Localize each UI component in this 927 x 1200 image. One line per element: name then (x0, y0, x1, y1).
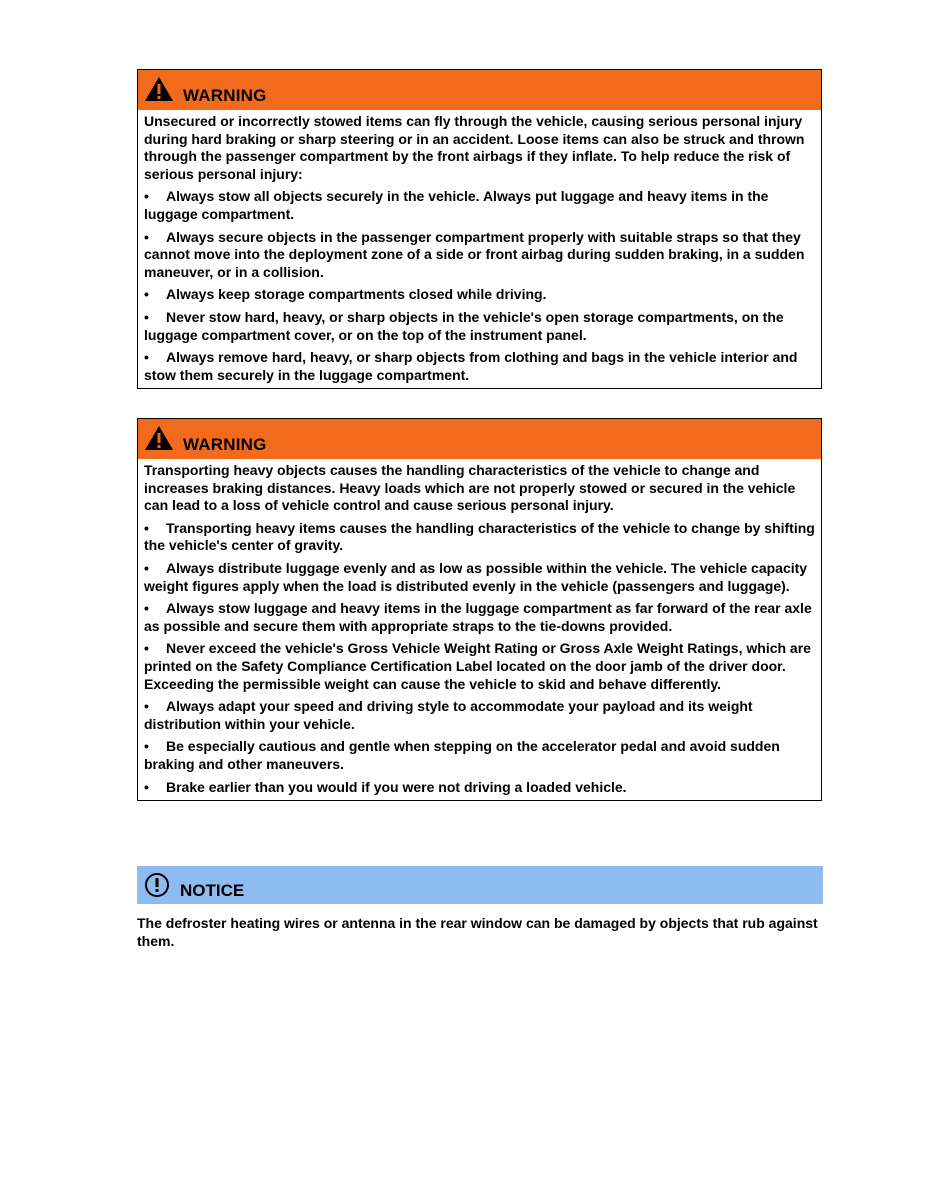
list-item: • Always remove hard, heavy, or sharp objects from clothing and bags in the vehicle interior and stow them securely in the luggage compartment. (144, 349, 798, 383)
list-item: • Brake earlier than you would if you were not driving a loaded vehicle. (144, 778, 627, 795)
list-item: • Always secure objects in the passenger compartment properly with suitable straps so that they cannot move into the deployment zone of a side or front airbag during sudden braking, in a sudden maneuver, or in a collision. (144, 228, 805, 280)
notice-title: NOTICE (180, 881, 245, 900)
warning-header (138, 70, 821, 110)
warning-box-heavy-objects (137, 418, 822, 801)
notice-exclamation-icon (144, 872, 170, 898)
warning-intro: Transporting heavy objects causes the handling characteristics of the vehicle to change and increases braking distances. Heavy loads which are not properly stowed or secured in the vehicle can lead to a loss of vehicle control and cause serious personal injury. (144, 462, 796, 514)
warning-title: WARNING (183, 435, 267, 454)
warning-triangle-icon (144, 425, 174, 451)
bullet-icon: • (144, 519, 149, 536)
list-item: • Never stow hard, heavy, or sharp objects in the vehicle's open storage compartments, on the luggage compartment cover, or on the top of the instrument panel. (144, 308, 784, 343)
bullet-icon: • (144, 778, 149, 795)
list-item: • Never exceed the vehicle's Gross Vehicle Weight Rating or Gross Axle Weight Ratings, which are printed on the Safety Compliance Certification Label located on the door jamb of the driver door. Exceeding the permissible weight can cause the vehicle to skid and behave differently. (144, 640, 811, 692)
warning-list (144, 520, 816, 796)
list-item: • Always stow luggage and heavy items in the luggage compartment as far forward of the rear axle as possible and secure them with appropriate straps to the tie-downs provided. (144, 600, 812, 634)
bullet-icon: • (144, 228, 149, 245)
bullet-icon: • (144, 698, 149, 715)
bullet-icon: • (144, 559, 149, 576)
list-item: • Always keep storage compartments closed while driving. (144, 286, 547, 303)
list-item: • Transporting heavy items causes the handling characteristics of the vehicle to change by shifting the vehicle's center of gravity. (144, 519, 815, 554)
warning-list (144, 188, 816, 384)
bullet-icon: • (144, 188, 149, 205)
bullet-icon: • (144, 640, 149, 657)
notice-text: The defroster heating wires or antenna in the rear window can be damaged by objects that rub against them. (137, 915, 818, 949)
warning-intro: Unsecured or incorrectly stowed items can fly through the vehicle, causing serious personal injury during hard braking or sharp steering or in an accident. Loose items can also be struck and thrown through the passenger compartment by the front airbags if they inflate. To help reduce the risk of serious personal injury: (144, 113, 805, 182)
warning-triangle-icon (144, 76, 174, 102)
list-item: • Be especially cautious and gentle when stepping on the accelerator pedal and avoid sudden braking and other maneuvers. (144, 738, 780, 772)
warning-box-unsecured-items (137, 69, 822, 389)
bullet-icon: • (144, 738, 149, 755)
list-item: • Always adapt your speed and driving style to accommodate your payload and its weight distribution within your vehicle. (144, 698, 753, 732)
notice-header (137, 866, 823, 904)
list-item: • Always distribute luggage evenly and as low as possible within the vehicle. The vehicle capacity weight figures apply when the load is distributed evenly in the vehicle (passengers and luggage). (144, 559, 808, 594)
warning-header (138, 419, 821, 459)
bullet-icon: • (144, 600, 149, 617)
bullet-icon: • (144, 349, 149, 366)
list-item: • Always stow all objects securely in the vehicle. Always put luggage and heavy items in the luggage compartment. (144, 188, 769, 222)
warning-body (138, 110, 821, 388)
bullet-icon: • (144, 286, 149, 303)
bullet-icon: • (144, 308, 149, 325)
warning-body (138, 459, 821, 800)
warning-title: WARNING (183, 86, 267, 105)
